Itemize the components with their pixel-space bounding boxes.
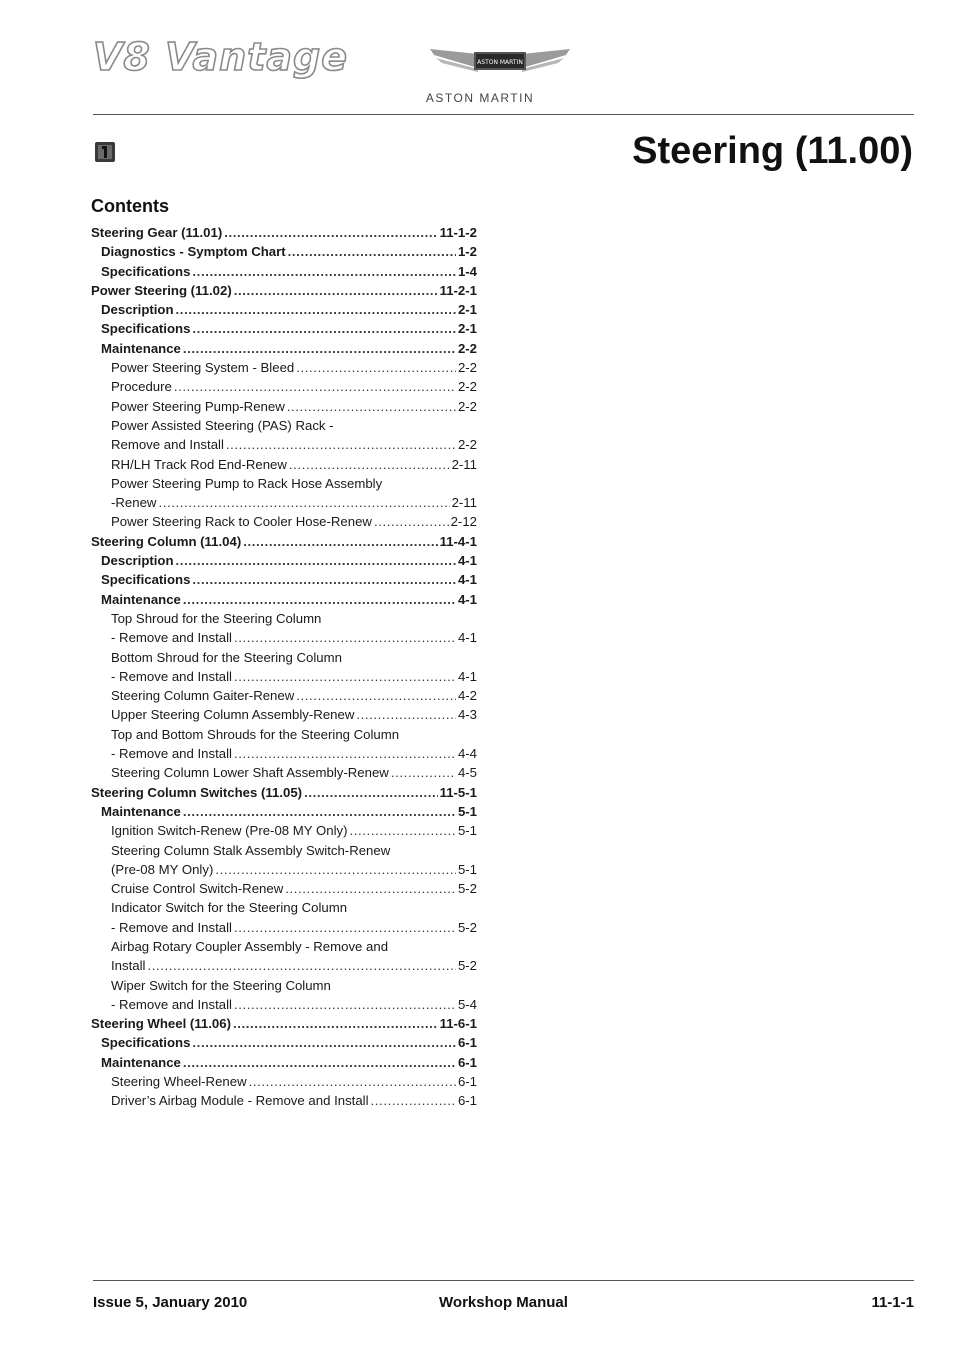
toc-entry-title: Power Steering Rack to Cooler Hose-Renew <box>111 514 372 530</box>
toc-entry-page: 4-2 <box>457 688 477 704</box>
toc-entry-title: Wiper Switch for the Steering Column <box>111 977 331 993</box>
toc-entry-title: Steering Column Gaiter-Renew <box>111 688 295 704</box>
toc-entry-title: - Remove and Install <box>111 996 232 1012</box>
toc-entry-page: 4-1 <box>457 668 477 684</box>
toc-entry-page: 11-2-1 <box>439 282 477 298</box>
toc-entry[interactable] <box>91 590 477 609</box>
toc-entry[interactable] <box>91 725 477 744</box>
section-tab-icon <box>95 142 115 162</box>
toc-entry-page: 11-6-1 <box>439 1016 477 1032</box>
page-title: Steering (11.00) <box>632 130 913 172</box>
toc-entry[interactable] <box>91 242 477 261</box>
toc-entry[interactable] <box>91 493 477 512</box>
toc-entry[interactable] <box>91 532 477 551</box>
toc-dot-leader <box>224 223 437 242</box>
toc-entry-page: 2-11 <box>451 495 477 511</box>
toc-dot-leader <box>147 956 455 975</box>
toc-entry-title: Specifications <box>101 263 191 279</box>
toc-entry[interactable] <box>91 358 477 377</box>
toc-entry[interactable] <box>91 512 477 531</box>
toc-entry-page: 2-11 <box>451 456 477 472</box>
toc-entry-title: Steering Wheel-Renew <box>111 1074 247 1090</box>
toc-entry-page: 1-2 <box>457 244 477 260</box>
toc-entry-title: -Renew <box>111 495 157 511</box>
toc-dot-leader <box>304 783 438 802</box>
toc-dot-leader <box>287 397 456 416</box>
toc-entry[interactable] <box>91 551 477 570</box>
page-header <box>0 0 960 118</box>
toc-dot-leader <box>296 358 456 377</box>
toc-dot-leader <box>215 860 456 879</box>
toc-entry-title: (Pre-08 MY Only) <box>111 861 214 877</box>
issue-date: Issue 5, January 2010 <box>93 1294 248 1311</box>
toc-entry[interactable] <box>91 744 477 763</box>
toc-entry-page: 5-2 <box>457 919 477 935</box>
toc-entry-title: - Remove and Install <box>111 919 232 935</box>
toc-entry-page: 5-1 <box>457 803 477 819</box>
toc-dot-leader <box>226 435 456 454</box>
toc-entry-title: Steering Column Stalk Assembly Switch-Renew <box>111 842 391 858</box>
toc-entry[interactable] <box>91 976 477 995</box>
toc-entry-title: Specifications <box>101 1035 191 1051</box>
toc-entry[interactable] <box>91 435 477 454</box>
toc-entry[interactable] <box>91 841 477 860</box>
toc-entry-page: 6-1 <box>457 1093 477 1109</box>
toc-dot-leader <box>350 821 456 840</box>
toc-entry[interactable] <box>91 686 477 705</box>
toc-dot-leader <box>391 763 456 782</box>
toc-entry-title: Install <box>111 958 146 974</box>
toc-entry-page: 4-1 <box>457 630 477 646</box>
toc-entry-page: 11-4-1 <box>439 533 477 549</box>
toc-entry-title: Cruise Control Switch-Renew <box>111 881 284 897</box>
page-number: 11-1-1 <box>871 1294 914 1311</box>
toc-entry-page: 5-2 <box>457 881 477 897</box>
toc-dot-leader <box>234 995 456 1014</box>
toc-dot-leader <box>176 300 456 319</box>
toc-entry-title: Diagnostics - Symptom Chart <box>101 244 286 260</box>
toc-entry-page: 4-4 <box>457 746 477 762</box>
toc-entry-title: Ignition Switch-Renew (Pre-08 MY Only) <box>111 823 348 839</box>
toc-entry[interactable] <box>91 783 477 802</box>
toc-entry-page: 6-1 <box>457 1054 477 1070</box>
toc-entry[interactable] <box>91 300 477 319</box>
table-of-contents <box>91 223 477 1111</box>
toc-entry-title: Remove and Install <box>111 437 224 453</box>
toc-dot-leader <box>356 705 456 724</box>
toc-entry-title: RH/LH Track Rod End-Renew <box>111 456 287 472</box>
toc-entry-title: Top and Bottom Shrouds for the Steering Column <box>111 726 400 742</box>
toc-entry-title: Description <box>101 302 174 318</box>
toc-entry-title: Power Steering (11.02) <box>91 282 232 298</box>
toc-dot-leader <box>234 744 456 763</box>
toc-entry-title: Maintenance <box>101 1054 181 1070</box>
toc-entry[interactable] <box>91 667 477 686</box>
toc-entry-title: - Remove and Install <box>111 746 232 762</box>
toc-entry-page: 2-1 <box>457 302 477 318</box>
toc-entry[interactable] <box>91 628 477 647</box>
toc-entry[interactable] <box>91 1033 477 1052</box>
toc-entry-page: 2-1 <box>457 321 477 337</box>
toc-dot-leader <box>233 1014 438 1033</box>
toc-entry-title: Maintenance <box>101 803 181 819</box>
toc-entry-page: 2-2 <box>457 360 477 376</box>
toc-entry-title: Description <box>101 553 174 569</box>
svg-text:ASTON MARTIN: ASTON MARTIN <box>477 59 523 66</box>
toc-dot-leader <box>374 512 449 531</box>
toc-entry-title: Steering Column Switches (11.05) <box>91 784 303 800</box>
toc-entry[interactable] <box>91 397 477 416</box>
toc-entry-page: 2-2 <box>457 398 477 414</box>
toc-entry-title: Airbag Rotary Coupler Assembly - Remove and <box>111 938 389 954</box>
toc-entry[interactable] <box>91 455 477 474</box>
toc-entry-page: 5-1 <box>457 861 477 877</box>
toc-entry[interactable] <box>91 956 477 975</box>
toc-entry-title: Specifications <box>101 321 191 337</box>
toc-entry-page: 11-5-1 <box>439 784 477 800</box>
toc-entry-page: 4-1 <box>457 553 477 569</box>
toc-dot-leader <box>174 377 456 396</box>
toc-entry-title: Steering Column (11.04) <box>91 533 242 549</box>
toc-entry-title: Specifications <box>101 572 191 588</box>
toc-entry-title: - Remove and Install <box>111 668 232 684</box>
toc-entry[interactable] <box>91 995 477 1014</box>
toc-dot-leader <box>234 918 456 937</box>
toc-entry[interactable] <box>91 1014 477 1033</box>
toc-entry[interactable] <box>91 648 477 667</box>
toc-entry-page: 4-3 <box>457 707 477 723</box>
toc-dot-leader <box>183 802 456 821</box>
toc-entry-page: 5-2 <box>457 958 477 974</box>
toc-entry-title: Maintenance <box>101 340 181 356</box>
toc-entry-page: 2-2 <box>457 340 477 356</box>
toc-entry-title: Steering Column Lower Shaft Assembly-Renew <box>111 765 389 781</box>
toc-entry-title: Power Steering System - Bleed <box>111 360 295 376</box>
toc-dot-leader <box>371 1091 456 1110</box>
toc-dot-leader <box>183 339 456 358</box>
toc-entry[interactable] <box>91 223 477 242</box>
toc-entry[interactable] <box>91 377 477 396</box>
toc-entry[interactable] <box>91 802 477 821</box>
toc-dot-leader <box>192 570 456 589</box>
toc-dot-leader <box>296 686 456 705</box>
toc-entry-title: Steering Wheel (11.06) <box>91 1016 231 1032</box>
toc-entry[interactable] <box>91 1053 477 1072</box>
toc-entry[interactable] <box>91 262 477 281</box>
toc-entry-title: Power Assisted Steering (PAS) Rack - <box>111 417 334 433</box>
toc-dot-leader <box>243 532 437 551</box>
toc-dot-leader <box>234 281 438 300</box>
toc-entry[interactable] <box>91 339 477 358</box>
toc-dot-leader <box>234 667 456 686</box>
toc-entry[interactable] <box>91 879 477 898</box>
toc-dot-leader <box>176 551 456 570</box>
toc-entry-page: 1-4 <box>457 263 477 279</box>
toc-dot-leader <box>192 262 456 281</box>
toc-entry[interactable] <box>91 763 477 782</box>
toc-entry[interactable] <box>91 416 477 435</box>
toc-entry[interactable] <box>91 319 477 338</box>
toc-entry[interactable] <box>91 474 477 493</box>
contents-heading: Contents <box>91 196 169 216</box>
toc-dot-leader <box>183 590 456 609</box>
toc-entry-title: Upper Steering Column Assembly-Renew <box>111 707 355 723</box>
toc-dot-leader <box>249 1072 456 1091</box>
toc-entry-page: 2-12 <box>450 514 477 530</box>
manual-name: Workshop Manual <box>439 1294 568 1311</box>
toc-entry[interactable] <box>91 609 477 628</box>
toc-entry-title: Indicator Switch for the Steering Column <box>111 900 348 916</box>
toc-dot-leader <box>288 242 456 261</box>
toc-entry-page: 11-1-2 <box>439 225 477 240</box>
toc-entry[interactable] <box>91 1091 477 1110</box>
toc-entry-title: Steering Gear (11.01) <box>91 225 223 240</box>
toc-entry[interactable] <box>91 937 477 956</box>
toc-entry-page: 2-2 <box>457 379 477 395</box>
toc-entry-page: 4-5 <box>457 765 477 781</box>
aston-martin-wings-logo <box>430 44 570 78</box>
toc-entry[interactable] <box>91 821 477 840</box>
toc-entry-page: 5-1 <box>457 823 477 839</box>
toc-entry-page: 2-2 <box>457 437 477 453</box>
brand-name: ASTON MARTIN <box>425 91 535 105</box>
toc-entry[interactable] <box>91 570 477 589</box>
toc-entry-page: 5-4 <box>457 996 477 1012</box>
toc-dot-leader <box>289 455 450 474</box>
toc-entry[interactable] <box>91 918 477 937</box>
toc-dot-leader <box>192 1033 456 1052</box>
toc-dot-leader <box>192 319 456 338</box>
header-divider <box>93 114 914 115</box>
v8-vantage-logo: V8 Vantage <box>93 35 349 79</box>
toc-dot-leader <box>234 628 456 647</box>
toc-entry-title: Driver’s Airbag Module - Remove and Install <box>111 1093 369 1109</box>
toc-entry-page: 4-1 <box>457 572 477 588</box>
toc-entry[interactable] <box>91 1072 477 1091</box>
toc-entry-title: Power Steering Pump to Rack Hose Assembly <box>111 475 383 491</box>
toc-entry-title: - Remove and Install <box>111 630 232 646</box>
toc-entry-title: Procedure <box>111 379 172 395</box>
toc-entry[interactable] <box>91 705 477 724</box>
toc-entry-title: Maintenance <box>101 591 181 607</box>
footer-divider <box>93 1280 914 1281</box>
toc-entry-title: Power Steering Pump-Renew <box>111 398 285 414</box>
toc-entry-page: 4-1 <box>457 591 477 607</box>
toc-entry-page: 6-1 <box>457 1074 477 1090</box>
toc-dot-leader <box>183 1053 456 1072</box>
toc-entry-title: Bottom Shroud for the Steering Column <box>111 649 342 665</box>
toc-entry-page: 6-1 <box>457 1035 477 1051</box>
toc-entry[interactable] <box>91 898 477 917</box>
toc-dot-leader <box>285 879 456 898</box>
toc-entry[interactable] <box>91 860 477 879</box>
toc-entry-title: Top Shroud for the Steering Column <box>111 610 322 626</box>
toc-entry[interactable] <box>91 281 477 300</box>
toc-dot-leader <box>158 493 449 512</box>
